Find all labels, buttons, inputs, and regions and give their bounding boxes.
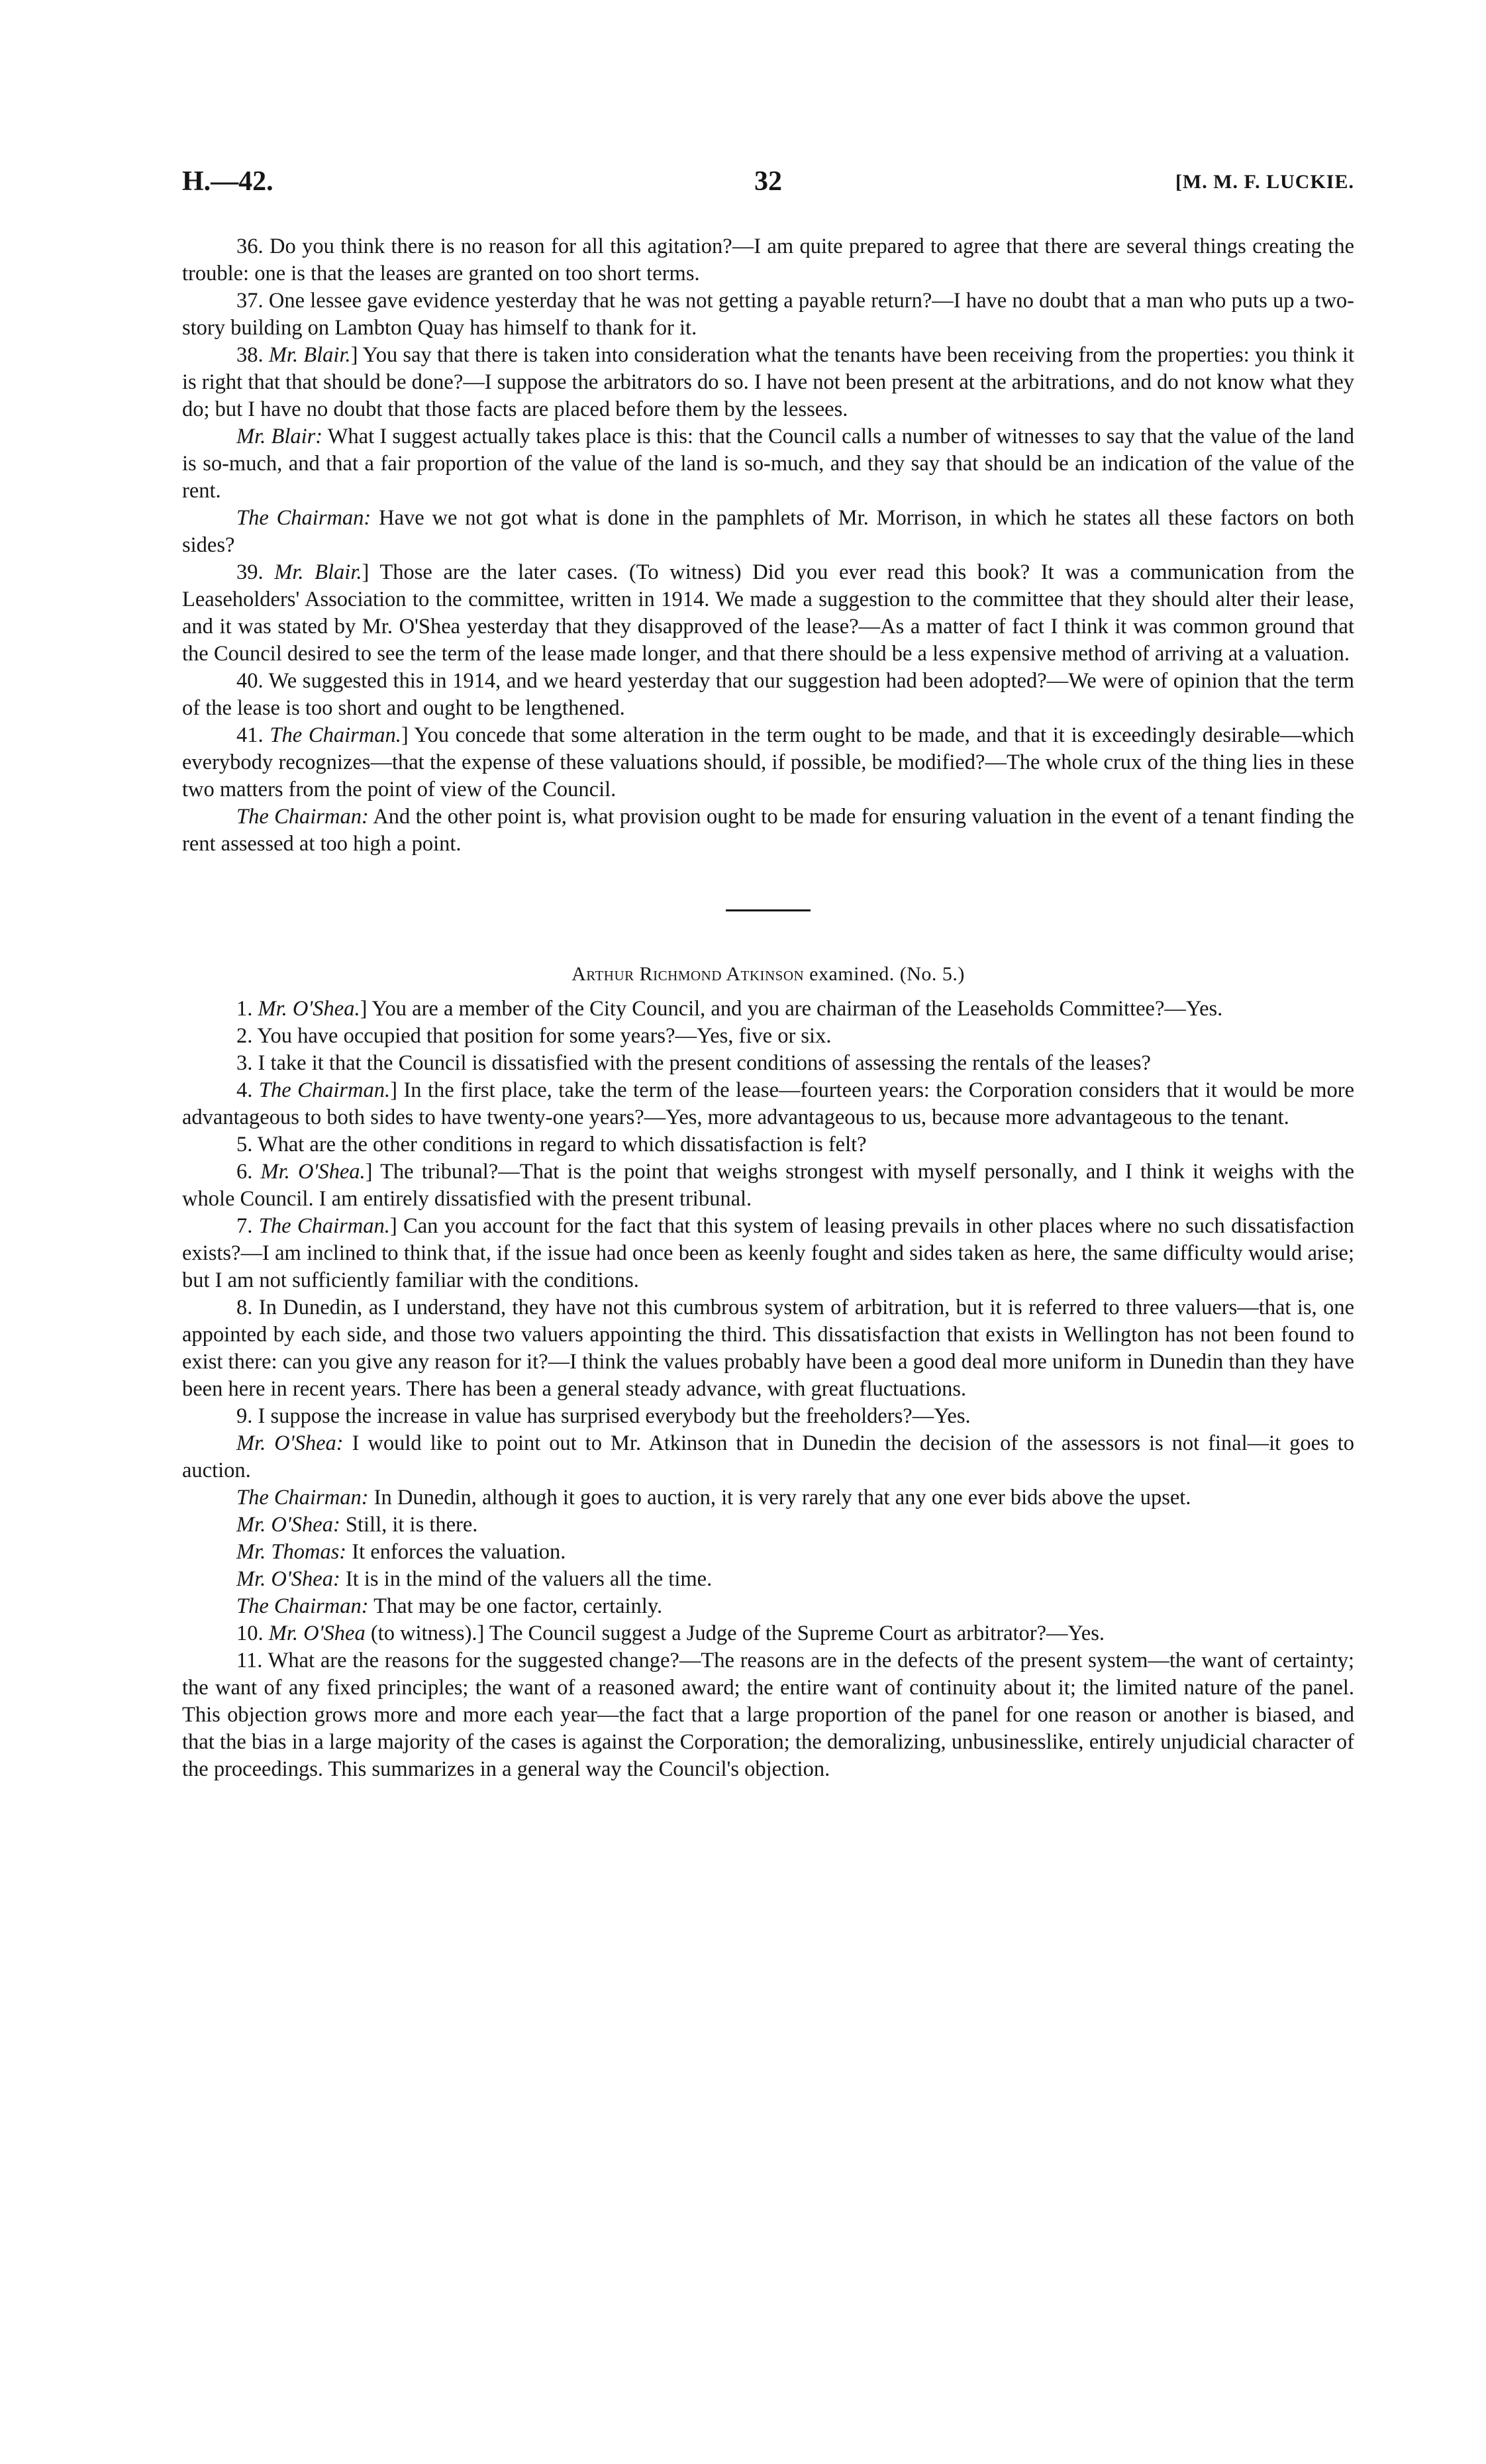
question-number: 41.	[236, 723, 270, 747]
paragraph-text: 3. I take it that the Council is dissatisfied with the present conditions of assessing the rentals of the leases?	[236, 1051, 1151, 1075]
speaker-name: The Chairman.	[270, 723, 401, 747]
paragraph-text: Have we not got what is done in the pamphlets of Mr. Morrison, in which he states all these factors on both sides?	[182, 506, 1354, 557]
header-reference: H.—42.	[182, 166, 273, 197]
paragraph-text: 5. What are the other conditions in regard to which dissatisfaction is felt?	[236, 1133, 867, 1156]
paragraph-text: ] Those are the later cases. (To witness) Did you ever read this book? It was a communication from the Leaseholders' Association to the committee, written in 1914. We made a suggestion to the committee that they should alter their lease, and it was stated by Mr. O'Shea yesterday that they disapproved of the lease?—As a matter of fact I think it was common ground that the Council desired to see the term of the lease made longer, and that there should be a less expensive method of arriving at a valuation.	[182, 560, 1355, 666]
speaker-name: Mr. O'Shea.	[260, 1160, 366, 1184]
header-witness-name: [M. M. F. LUCKIE.	[1175, 171, 1354, 193]
question-number: 39.	[236, 560, 275, 584]
paragraph-text: ] In the first place, take the term of the lease—fourteen years: the Corporation considers that it would be more advantageous to both sides to have twenty-one years?—Yes, more advantageous to us, because more advantageous to the tenant.	[182, 1078, 1354, 1129]
paragraph-text: 8. In Dunedin, as I understand, they have not this cumbrous system of arbitration, but it is referred to three valuers—that is, one appointed by each side, and those two valuers appointing the third. This dissatisfaction that exists in Wellington has not been found to exist there: can you give any reason for it?—I think the values probably have been a good deal more uniform in Dunedin than they have been here in recent years. There has been a general steady advance, with great fluctuations.	[182, 1296, 1354, 1401]
paragraph	[182, 1539, 1354, 1566]
speaker-name: Mr. Thomas:	[236, 1540, 347, 1564]
speaker-name: The Chairman.	[258, 1214, 390, 1238]
paragraph	[182, 233, 1354, 287]
paragraph-text: I would like to point out to Mr. Atkinson that in Dunedin the decision of the assessors is not final—it goes to auction.	[182, 1431, 1354, 1482]
paragraph-text: And the other point is, what provision ought to be made for ensuring valuation in the event of a tenant finding the rent assessed at too high a point.	[182, 805, 1354, 856]
paragraph	[182, 803, 1354, 858]
question-number: 10.	[236, 1621, 269, 1645]
speaker-name: Mr. O'Shea	[268, 1621, 366, 1645]
speaker-name: The Chairman:	[236, 805, 369, 829]
paragraph	[182, 1023, 1354, 1050]
paragraph-text: It enforces the valuation.	[346, 1540, 566, 1564]
paragraph	[182, 1050, 1354, 1077]
paragraph	[182, 1213, 1354, 1294]
paragraph-text: (to witness).] The Council suggest a Judge of the Supreme Court as arbitrator?—Yes.	[365, 1621, 1105, 1645]
paragraph-text: In Dunedin, although it goes to auction, it is very rarely that any one ever bids above the upset.	[368, 1486, 1191, 1510]
paragraph	[182, 1620, 1354, 1647]
paragraph	[182, 505, 1354, 559]
document-body	[182, 233, 1354, 1783]
speaker-name: Mr. O'Shea:	[236, 1513, 340, 1537]
paragraph	[182, 1430, 1354, 1484]
page-header	[182, 166, 1354, 205]
question-number: 1.	[236, 997, 258, 1021]
witness-name: Arthur Richmond Atkinson	[571, 963, 805, 985]
paragraph	[182, 423, 1354, 505]
paragraph-text: ] You are a member of the City Council, and you are chairman of the Leaseholds Committee?—Yes.	[360, 997, 1223, 1021]
paragraph-text: ] The tribunal?—That is the point that weighs strongest with myself personally, and I think it weighs with the whole Council. I am entirely dissatisfied with the present tribunal.	[182, 1160, 1355, 1211]
paragraph	[182, 1566, 1354, 1593]
section-divider	[726, 909, 811, 911]
paragraph-text: ] You say that there is taken into consideration what the tenants have been receiving from the properties: you think it is right that that should be done?—I suppose the arbitrators do so. I have not been present at the arbitrations, and do not know what they do; but I have no doubt that those facts are placed before them by the lessees.	[182, 343, 1354, 421]
question-number: 6.	[236, 1160, 261, 1184]
paragraph-text: 40. We suggested this in 1914, and we heard yesterday that our suggestion had been adopted?—We were of opinion that the term of the lease is too short and ought to be lengthened.	[182, 669, 1354, 720]
paragraph	[182, 722, 1354, 803]
section-luckie-testimony	[182, 233, 1354, 858]
speaker-name: Mr. Blair:	[236, 425, 323, 448]
speaker-name: Mr. O'Shea:	[236, 1567, 340, 1591]
page-number: 32	[754, 166, 782, 197]
paragraph	[182, 668, 1354, 722]
paragraph	[182, 1158, 1354, 1213]
speaker-name: Mr. O'Shea:	[236, 1431, 344, 1455]
speaker-name: The Chairman.	[258, 1078, 391, 1102]
speaker-name: Mr. O'Shea.	[258, 997, 360, 1021]
title-rest: examined. (No. 5.)	[804, 963, 965, 985]
paragraph	[182, 1647, 1354, 1783]
paragraph-text: Still, it is there.	[340, 1513, 478, 1537]
paragraph	[182, 342, 1354, 423]
speaker-name: Mr. Blair.	[274, 560, 362, 584]
paragraph	[182, 1403, 1354, 1430]
section-atkinson-testimony	[182, 996, 1354, 1783]
paragraph-text: 37. One lessee gave evidence yesterday that he was not getting a payable return?—I have no doubt that a man who puts up a two-story building on Lambton Quay has himself to thank for it.	[182, 289, 1354, 340]
paragraph	[182, 1484, 1354, 1512]
paragraph-text: It is in the mind of the valuers all the time.	[340, 1567, 713, 1591]
paragraph-text: That may be one factor, certainly.	[368, 1594, 663, 1618]
paragraph	[182, 1294, 1354, 1403]
paragraph	[182, 1512, 1354, 1539]
paragraph-text: What I suggest actually takes place is this: that the Council calls a number of witnesses to say that the value of the land is so-much, and that a fair proportion of the value of the land is so-much, and they say that should be an indication of the value of the rent.	[182, 425, 1354, 503]
question-number: 7.	[236, 1214, 259, 1238]
paragraph-text: 36. Do you think there is no reason for all this agitation?—I am quite prepared to agree that there are several things creating the trouble: one is that the leases are granted on too short terms.	[182, 234, 1354, 285]
paragraph-text: 11. What are the reasons for the suggested change?—The reasons are in the defects of the present system—the want of certainty; the want of any fixed principles; the want of a reasoned award; the entire want of continuity about it; the limited nature of the panel. This objection grows more and more each year—the fact that a large proportion of the panel for one reason or another is biased, and that the bias in a large majority of the cases is against the Corporation; the demoralizing, unbusinesslike, entirely unjudicial character of the proceedings. This summarizes in a general way the Council's objection.	[182, 1649, 1354, 1781]
paragraph	[182, 559, 1354, 668]
section-title	[182, 960, 1354, 988]
paragraph	[182, 1077, 1354, 1131]
paragraph-text: 9. I suppose the increase in value has surprised everybody but the freeholders?—Yes.	[236, 1404, 971, 1428]
paragraph	[182, 1131, 1354, 1158]
paragraph-text: 2. You have occupied that position for some years?—Yes, five or six.	[236, 1024, 832, 1048]
paragraph	[182, 287, 1354, 342]
paragraph	[182, 996, 1354, 1023]
speaker-name: The Chairman:	[236, 506, 372, 530]
paragraph-text: ] You concede that some alteration in the term ought to be made, and that it is exceedingly desirable—which everybody recognizes—that the expense of these valuations should, if possible, be modified?—The whole crux of the thing lies in these two matters from the point of view of the Council.	[182, 723, 1355, 801]
paragraph-text: ] Can you account for the fact that this system of leasing prevails in other places where no such dissatisfaction exists?—I am inclined to think that, if the issue had once been as keenly fought and sides taken as here, the same difficulty would arise; but I am not sufficiently familiar with the conditions.	[182, 1214, 1355, 1292]
speaker-name: The Chairman:	[236, 1486, 369, 1510]
question-number: 38.	[236, 343, 269, 367]
paragraph	[182, 1593, 1354, 1620]
speaker-name: The Chairman:	[236, 1594, 369, 1618]
speaker-name: Mr. Blair.	[268, 343, 351, 367]
question-number: 4.	[236, 1078, 259, 1102]
